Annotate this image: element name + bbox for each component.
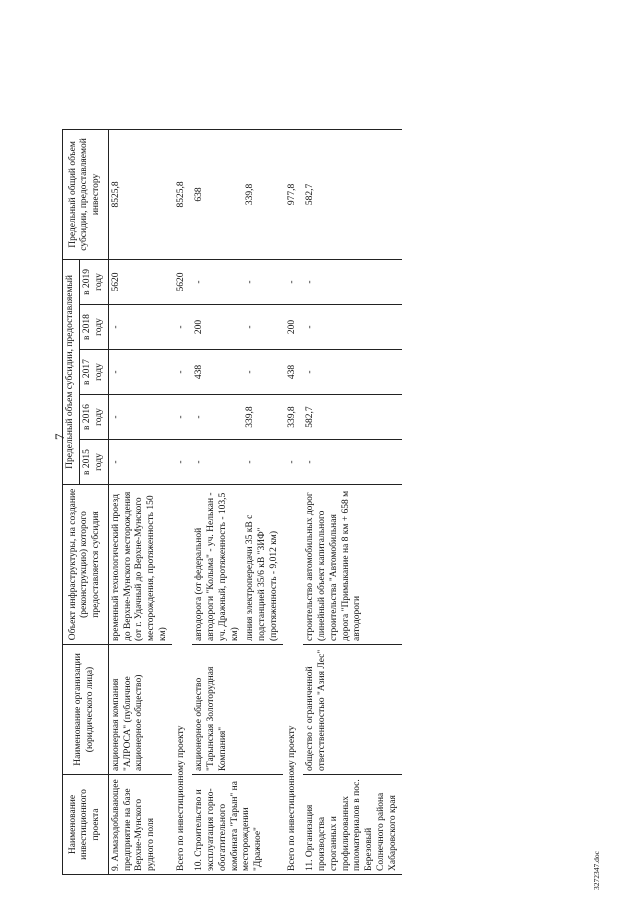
organization-name: акционерная компания "АЛРОСА" (публичное акционерное общество) (108, 645, 172, 775)
project-name: 9. Алмазодобывающее предприятие на базе Верхне-Мунского рудного поля (108, 775, 172, 875)
value-2018: - (243, 305, 283, 350)
project-name: 11. Организация производства строганных и профилированных пиломатериалов в пос. Березовый Солнечного района Хабаровского края (303, 775, 402, 875)
value-2019: 5620 (108, 259, 172, 304)
value-2018: 200 (283, 305, 303, 350)
table-row (192, 129, 244, 874)
value-2019: 5620 (172, 259, 192, 304)
value-total: 638 (192, 129, 244, 259)
summary-label: Всего по инвестиционному проекту (283, 485, 303, 875)
value-2015: - (303, 440, 402, 485)
infrastructure-object: строительство автомобильных дорог (линейный объект капитального строительства "Автомобильная дорога "Примыкание на 8 км + 658 м автодороги (303, 485, 402, 645)
organization-name: акционерное общество "Тарынская Золоторудная Компания" (192, 645, 283, 775)
value-2017: 438 (192, 350, 244, 395)
value-2015: - (243, 440, 283, 485)
value-2015: - (192, 440, 244, 485)
page-number: 7 (52, 433, 67, 440)
value-2018: - (303, 305, 402, 350)
infrastructure-object: автодорога (от федеральной автодороги "Колыма" - уч. Нелькан - уч. Дражный, протяженность - 103,5 км) (192, 485, 244, 645)
value-2015: - (108, 440, 172, 485)
value-2016: - (108, 395, 172, 440)
value-2017: - (108, 350, 172, 395)
value-2017: - (243, 350, 283, 395)
table-row (303, 129, 402, 874)
value-2015: - (283, 440, 303, 485)
value-total: 8525,8 (108, 129, 172, 259)
value-total: 977,8 (283, 129, 303, 259)
value-2016: - (192, 395, 244, 440)
value-2018: - (172, 305, 192, 350)
value-total: 339,8 (243, 129, 283, 259)
table-row-summary (283, 129, 303, 874)
table-row (108, 129, 172, 874)
header-project: Наименование инвестиционного проекта (63, 775, 109, 875)
value-2015: - (172, 440, 192, 485)
value-2019: - (303, 259, 402, 304)
header-year-2016: в 2016 году (79, 395, 108, 440)
organization-name: общество с ограниченной ответственностью "Азия Лес" (303, 645, 402, 775)
value-2019: - (243, 259, 283, 304)
value-2016: - (172, 395, 192, 440)
value-2016: 582,7 (303, 395, 402, 440)
value-2017: - (303, 350, 402, 395)
header-object: Объект инфраструктуры, на создание (реконструкцию) которого предоставляется субсидия (63, 485, 109, 645)
header-year-2015: в 2015 году (79, 440, 108, 485)
value-2016: 339,8 (243, 395, 283, 440)
header-year-2017: в 2017 году (79, 350, 108, 395)
subsidy-table (62, 129, 402, 875)
value-2018: - (108, 305, 172, 350)
infrastructure-object: временный технологический проезд до Верхне-Мунского месторождения (от г. Удачный до Верхне-Мунского месторождения, протяженность 150 км) (108, 485, 172, 645)
header-subsidy-group: Предельный объем субсидии, предоставляемый (63, 259, 80, 484)
header-year-2018: в 2018 году (79, 305, 108, 350)
value-2018: 200 (192, 305, 244, 350)
value-2016: 339,8 (283, 395, 303, 440)
value-2019: - (283, 259, 303, 304)
header-year-2019: в 2019 году (79, 259, 108, 304)
subsidy-table-rotated (62, 130, 592, 875)
value-total: 8525,8 (172, 129, 192, 259)
summary-label: Всего по инвестиционному проекту (172, 485, 192, 875)
infrastructure-object: линия электропередачи 35 кВ с подстанцией 35/6 кВ "ЗИФ" (протяженность - 9,012 км) (243, 485, 283, 645)
project-name: 10. Строительство и эксплуатация горно-обогатительного комбината "Тарын" на месторождении "Дражное" (192, 775, 283, 875)
table-row-summary (172, 129, 192, 874)
value-2019: - (192, 259, 244, 304)
document-filename: 3272347.doc (592, 851, 601, 890)
header-total: Предельный общий объем субсидии, предоставляемой инвестору (63, 129, 109, 259)
header-organization: Наименование организации (юридического лица) (63, 645, 109, 775)
value-2017: - (172, 350, 192, 395)
value-total: 582,7 (303, 129, 402, 259)
value-2017: 438 (283, 350, 303, 395)
